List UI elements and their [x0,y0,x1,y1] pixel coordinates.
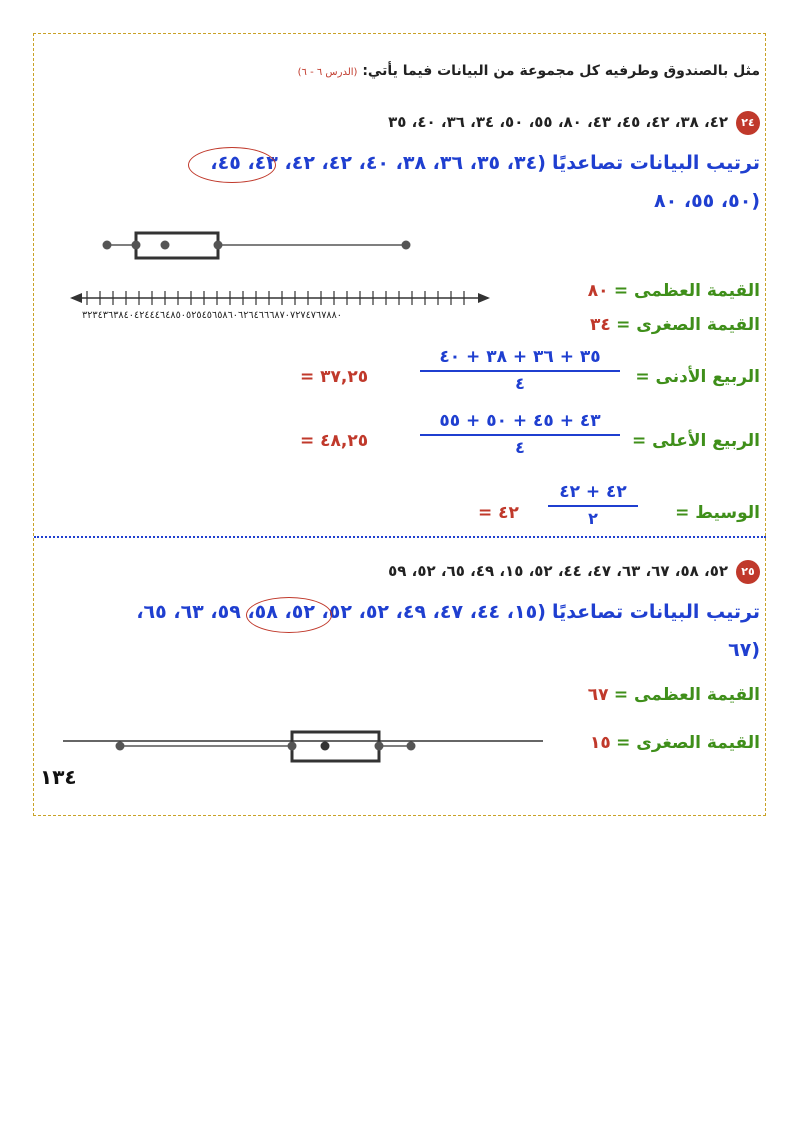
q25-median-point [321,742,330,751]
q24-min-point [103,241,112,250]
q24-q1-result: = ٣٧,٢٥ [300,367,369,387]
q25-max [588,685,760,705]
q24-q3-numerator: ٤٣ + ٤٥ + ٥٠ + ٥٥ [420,411,620,436]
q24-box [136,233,218,258]
q24-min [590,315,760,335]
q24-q3-point [214,241,223,250]
question-25-data: ٥٢، ٥٨، ٦٧، ٦٣، ٤٧، ٤٤، ٥٢، ١٥، ٤٩، ٦٥، ٥٢، ٥٩ [388,562,728,580]
q25-sorted-line1 [136,601,760,623]
q25-box-plot [55,700,555,815]
q25-min [590,733,760,753]
q25-min-point [116,742,125,751]
q24-median-result: = ٤٢ [478,503,519,523]
q25-spacer-3 [55,815,56,816]
q24-q1-label: الربيع الأدنى = [635,367,760,387]
instruction [298,63,760,79]
q25-unused-15 [55,820,505,821]
q24-median-numerator: ٤٢ + ٤٢ [548,482,638,507]
q24-axis-labels: ٣٢٣٤٣٦٣٨٤٠٤٢٤٤٤٦٤٨٥٠٥٢٥٤٥٦٥٨٦٠٦٢٦٤٦٦٦٨٧٠٧٢٧٤٧٦٧٨٨٠ [82,310,342,321]
section-divider [34,536,766,538]
q24-median-label: الوسيط = [675,503,760,523]
q24-min-value: ٣٤ [589,315,611,335]
q25-sorted-label: ترتيب البيانات تصاعديًا [551,601,760,623]
q24-sorted-line2: ٥٠، ٥٥، ٨٠) [654,190,760,212]
q25-q1-point [288,742,297,751]
question-25-badge: ٢٥ [736,560,760,584]
q25-q3-point [375,742,384,751]
q24-median-highlight [188,147,276,183]
q25-unused-14 [60,812,61,813]
q25-unused-70 [55,812,56,813]
q24-q3-label: الربيع الأعلى = [631,431,760,451]
q24-q1-denominator: ٤ [515,374,525,393]
lesson-reference: (الدرس ٦ - ٦) [297,67,358,78]
q25-sorted-line2: ٦٧) [728,639,760,661]
q25-sorted-values: (١٥، ٤٤، ٤٧، ٤٩، ٥٢، ٥٢، ٥٢، ٥٨، ٥٩، ٦٣، ٦٥، [136,601,546,623]
q24-sorted-line1 [210,152,760,174]
instruction-text: مثل بالصندوق وطرفيه كل مجموعة من البيانات فيما يأتي: [362,63,760,79]
q24-q3-denominator: ٤ [515,438,525,457]
q24-q3-result: = ٤٨,٢٥ [300,431,369,451]
q24-number-line [70,291,490,321]
q25-box [292,732,379,761]
q25-unused-56 [55,810,56,811]
q24-median-denominator: ٢ [588,509,598,528]
q24-max-point [402,241,411,250]
q24-max-label: القيمة العظمى = [613,281,760,301]
question-24-data: ٤٢، ٣٨، ٤٢، ٤٥، ٤٣، ٨٠، ٥٥، ٥٠، ٣٤، ٣٦، ٤٠، ٣٥ [388,113,728,131]
q24-q3-fraction [420,411,620,457]
q24-median-fraction [548,482,638,528]
question-24-badge: ٢٤ [736,111,760,135]
q25-unused-2 [55,805,56,806]
page-number: ١٣٤ [40,765,77,789]
q25-max-point [407,742,416,751]
q24-min-label: القيمة الصغرى = [616,315,760,335]
q24-max-value: ٨٠ [587,281,609,301]
q24-q1-numerator: ٣٥ + ٣٦ + ٣٨ + ٤٠ [420,347,620,372]
q25-unused-120 [58,812,59,813]
q24-median-point [161,241,170,250]
q24-sorted-label: ترتيب البيانات تصاعديًا [551,152,760,174]
q24-sorted-values: (٣٤، ٣٥، ٣٦، ٣٨، ٤٠، ٤٢، ٤٢، ٤٣، ٤٥، [210,152,546,174]
q25-max-label: القيمة العظمى = [613,685,760,705]
q24-box-plot [60,225,510,340]
q25-max-value: ٦٧ [587,685,609,705]
q25-min-label: القيمة الصغرى = [616,733,760,753]
q24-q1-fraction [420,347,620,393]
q25-min-value: ١٥ [589,733,611,753]
q24-max [588,281,760,301]
q24-q1-point [132,241,141,250]
q25-median-highlight [246,597,332,633]
